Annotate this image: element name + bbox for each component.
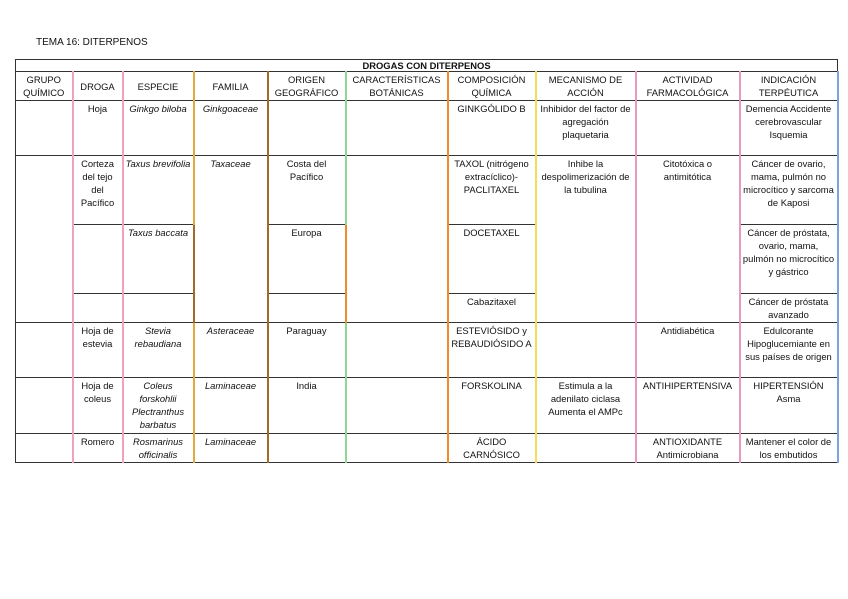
cell-grupo	[16, 101, 73, 156]
document-title: TEMA 16: DITERPENOS	[36, 37, 148, 48]
cell-origen: Paraguay	[268, 323, 346, 378]
header-indicacion: INDICACIÓN TERPÉUTICA	[740, 72, 838, 101]
cell-familia: Taxaceae	[194, 156, 268, 323]
cell-caracteristicas	[346, 323, 448, 378]
table-row	[16, 156, 838, 225]
cell-especie: Taxus brevifolia	[123, 156, 194, 225]
header-composicion: COMPOSICIÓN QUÍMICA	[448, 72, 536, 101]
cell-indicacion: Cáncer de ovario, mama, pulmón no microcítico y sarcoma de Kaposi	[740, 156, 838, 225]
table-row	[16, 434, 838, 463]
header-especie: ESPECIE	[123, 72, 194, 101]
cell-caracteristicas	[346, 434, 448, 463]
header-familia: FAMILIA	[194, 72, 268, 101]
cell-actividad	[636, 101, 740, 156]
cell-caracteristicas	[346, 101, 448, 156]
cell-indicacion: Cáncer de próstata avanzado	[740, 294, 838, 323]
cell-origen	[268, 101, 346, 156]
cell-origen	[268, 434, 346, 463]
cell-grupo	[16, 434, 73, 463]
cell-grupo	[16, 378, 73, 434]
cell-origen: Costa del Pacífico	[268, 156, 346, 225]
table-row	[16, 378, 838, 434]
cell-mecanismo	[536, 434, 636, 463]
cell-especie: Coleus forskohlii Plectranthus barbatus	[123, 378, 194, 434]
cell-especie	[123, 294, 194, 323]
cell-indicacion: Mantener el color de los embutidos	[740, 434, 838, 463]
cell-origen: Europa	[268, 225, 346, 294]
cell-mecanismo: Inhibe la despolimerización de la tubulina	[536, 156, 636, 323]
cell-droga: Corteza del tejo del Pacífico	[73, 156, 123, 225]
cell-especie: Ginkgo biloba	[123, 101, 194, 156]
cell-familia: Asteraceae	[194, 323, 268, 378]
cell-droga	[73, 225, 123, 294]
header-origen: ORIGEN GEOGRÁFICO	[268, 72, 346, 101]
cell-especie: Stevia rebaudiana	[123, 323, 194, 378]
cell-actividad: Antidiabética	[636, 323, 740, 378]
cell-composicion: GINKGÓLIDO B	[448, 101, 536, 156]
cell-especie: Rosmarinus officinalis	[123, 434, 194, 463]
cell-familia: Laminaceae	[194, 434, 268, 463]
cell-composicion: TAXOL (nitrógeno extracíclico)- PACLITAXEL	[448, 156, 536, 225]
cell-composicion: ÁCIDO CARNÓSICO	[448, 434, 536, 463]
cell-familia: Ginkgoaceae	[194, 101, 268, 156]
cell-familia: Laminaceae	[194, 378, 268, 434]
cell-composicion: Cabazitaxel	[448, 294, 536, 323]
cell-indicacion: Edulcorante Hipoglucemiante en sus países de origen	[740, 323, 838, 378]
cell-mecanismo: Estimula a la adenilato ciclasa Aumenta el AMPc	[536, 378, 636, 434]
cell-droga	[73, 294, 123, 323]
cell-droga: Hoja	[73, 101, 123, 156]
cell-caracteristicas	[346, 378, 448, 434]
cell-origen	[268, 294, 346, 323]
cell-indicacion: HIPERTENSIÓN Asma	[740, 378, 838, 434]
cell-actividad: Citotóxica o antimitótica	[636, 156, 740, 323]
header-droga: DROGA	[73, 72, 123, 101]
table-title: DROGAS CON DITERPENOS	[16, 60, 838, 72]
table-row	[16, 323, 838, 378]
cell-indicacion: Demencia Accidente cerebrovascular Isquemia	[740, 101, 838, 156]
cell-indicacion: Cáncer de próstata, ovario, mama, pulmón no microcítico y gástrico	[740, 225, 838, 294]
cell-composicion: ESTEVIÓSIDO y REBAUDIÓSIDO A	[448, 323, 536, 378]
diterpenos-table	[15, 59, 839, 463]
cell-composicion: DOCETAXEL	[448, 225, 536, 294]
cell-grupo	[16, 156, 73, 323]
header-actividad: ACTIVIDAD FARMACOLÓGICA	[636, 72, 740, 101]
cell-origen: India	[268, 378, 346, 434]
cell-especie: Taxus baccata	[123, 225, 194, 294]
cell-composicion: FORSKOLINA	[448, 378, 536, 434]
header-caracteristicas: CARACTERÍSTICAS BOTÁNICAS	[346, 72, 448, 101]
cell-droga: Hoja de estevia	[73, 323, 123, 378]
header-grupo: GRUPO QUÍMICO	[16, 72, 73, 101]
cell-droga: Romero	[73, 434, 123, 463]
cell-actividad: ANTIOXIDANTE Antimicrobiana	[636, 434, 740, 463]
cell-mecanismo: Inhibidor del factor de agregación plaquetaria	[536, 101, 636, 156]
cell-actividad: ANTIHIPERTENSIVA	[636, 378, 740, 434]
cell-caracteristicas	[346, 156, 448, 323]
table-row	[16, 101, 838, 156]
header-mecanismo: MECANISMO DE ACCIÓN	[536, 72, 636, 101]
cell-grupo	[16, 323, 73, 378]
cell-droga: Hoja de coleus	[73, 378, 123, 434]
cell-mecanismo	[536, 323, 636, 378]
